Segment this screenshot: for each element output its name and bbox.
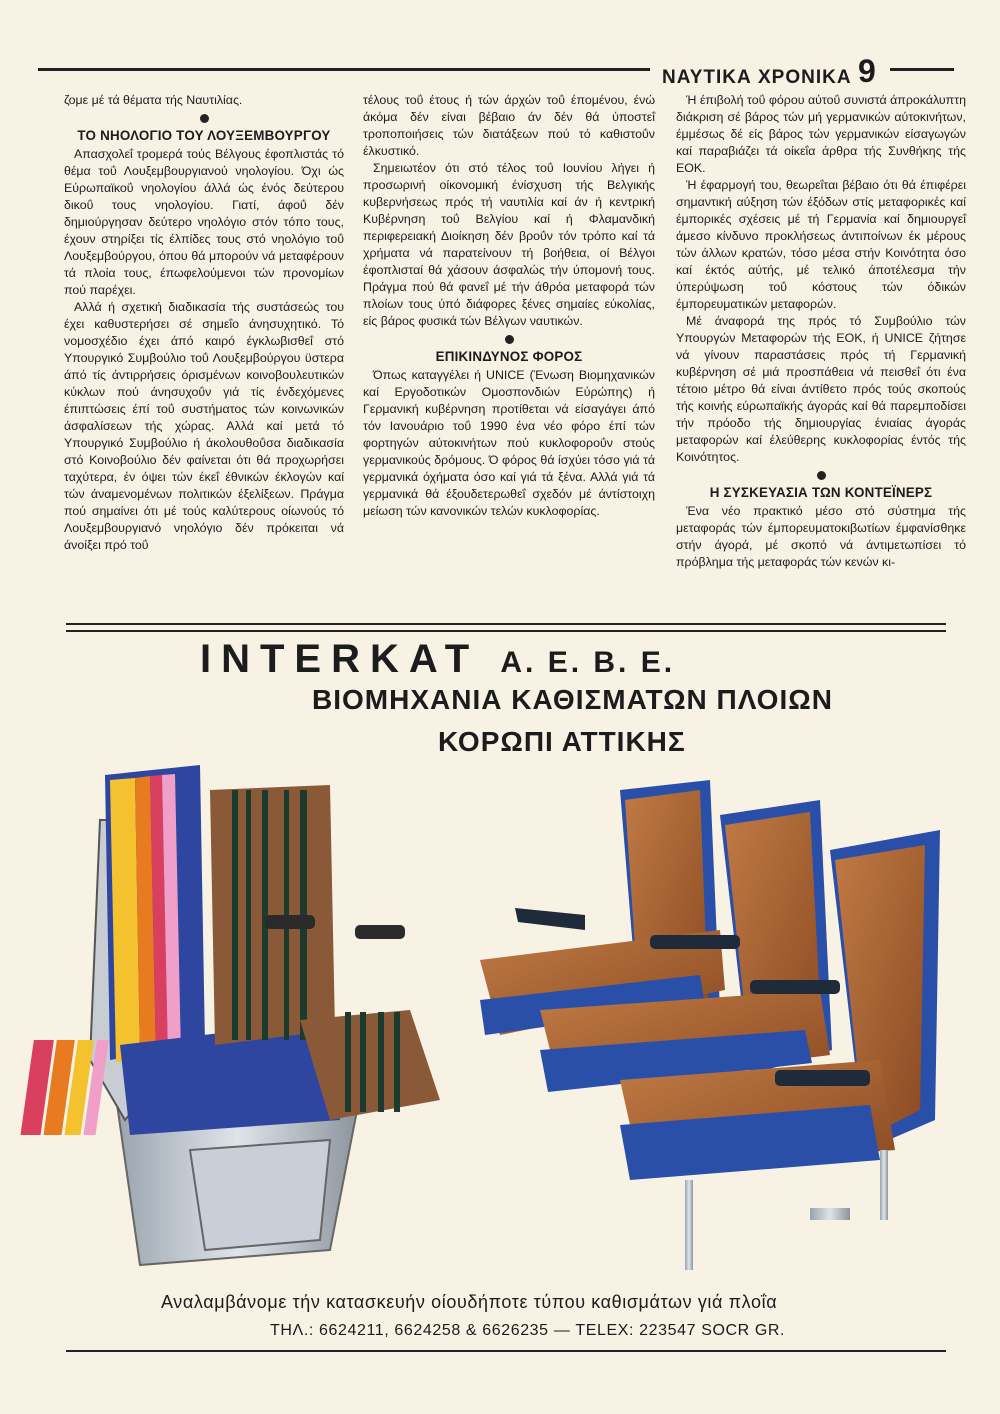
seat-cushion-brown [300, 1010, 440, 1120]
ad-tagline: Αναλαμβάνομε τήν κατασκευήν οίουδήποτε τύπου καθισμάτων γιά πλοΐα [161, 1292, 778, 1312]
bullet-dot [200, 114, 209, 123]
brown-seat-row [480, 780, 940, 1270]
seat-leg [685, 1180, 693, 1270]
armrest [775, 1070, 870, 1086]
column-3 [676, 92, 966, 571]
ad-line-2: ΚΟΡΩΠΙ ΑΤΤΙΚΗΣ [438, 726, 686, 757]
bullet-dot [817, 471, 826, 480]
ad-contact: ΤΗΛ.: 6624211, 6624258 & 6626235 — TELEX: 223547 SOCR GR. [270, 1322, 786, 1339]
col2-paragraph: Όπως καταγγέλει ή UNICE (Ένωση Βιομηχανικών καί Εργοδοτικών Ομοσπονδιών Εύρώπης) ή Γερμανική κυβέρνηση προτίθεται νά είσαγάγει άπό τόν Ιανουάριο τοΰ 1990 ένα νέο φόρο έπί τών φορτηγών αύτοκινήτων πού κυκλοφοροΰν στούς γερμανικούς δρόμους. Ό φόρος θά ίσχύει τόσο γιά τά γερμανικά όχήματα όσο καί γιά τά ξένα. Αλλά γιά τά γερμανικά θά έξουδετερωθεΐ σχεδόν μέ άντίστοιχη μείωση τών κανονικών τελών κυκλοφορίας. [363, 368, 655, 518]
armrest [355, 925, 405, 939]
seat-back-stripes [105, 765, 205, 1062]
ad-rule-bottom [66, 1350, 946, 1352]
ad-brand: INTERKAT [200, 637, 480, 681]
col2-paragraph: Σημειωτέον ότι στό τέλος τοΰ Ιουνίου λήγει ή προσωρινή οίκονομική ένίσχυση τής Βελγικής κυβερνήσεως πρός τή ναυτιλία καί άν ή κεντρική Κυβέρνηση τοΰ Βελγίου καί ή Φλαμανδική περιφερειακή Διοίκηση δέν βροΰν τόν τρόπο καί τά χρήματα νά παρατείνουν τή βοήθεια, οί Βέλγοι έφοπλισταί θά χάσουν άσφαλώς τήν ύπομονή τους. Πράγμα πού θά φανεΐ μέ τήν άθρόα μεταφορά τών πλοίων τους ύπό διάφορες ξένες σημαίες εύκολίας, είς βάρος φυσικά τών Βέλγων ναυτικών. [363, 161, 655, 328]
column-1 [64, 92, 344, 554]
seat-cushion-front [620, 1105, 880, 1180]
col3-paragraph: Μέ άναφορά της πρός τό Συμβούλιο τών Υπουργών Μεταφορών τής ΕΟΚ, ή UNICE ζήτησε νά γίνουν παραστάσεις πρός τή Γερμανική κυβέρνηση σέ μιά προσπάθεια νά πεισθεΐ ότι ένα τέτοιο μέτρο θά είναι άντίθετο πρός τούς σκοπούς τής κοινής εύρωπαϊκής άγοράς καί θά παρεμποδίσει τήν πρόοδο τής δημιουργίας ένιαίας άγοράς μεταφορών καί έλεύθερης κυκλοφορίας έντός τής Κοινότητος. [676, 314, 966, 464]
col1-heading: ΤΟ ΝΗΟΛΟΓΙΟ ΤΟΥ ΛΟΥΞΕΜΒΟΥΡΓΟΥ [77, 128, 331, 143]
ad-rule-top-1 [66, 623, 946, 625]
seat-foot [810, 1208, 850, 1220]
ad-brand-suffix: Α. Ε. Β. Ε. [500, 646, 676, 679]
seat-back-brown [835, 845, 925, 1138]
seat-back-brown [725, 812, 822, 1060]
armrest [750, 980, 840, 994]
col1-paragraph: Απασχολεΐ τρομερά τούς Βέλγους έφοπλιστάς τό θέμα τοΰ Λουξεμβουργιανού νηολογίου. Όχι ώς Εύρωπαϊκοΰ νηολογίου άλλά ώς ένός δεύτερου δικοΰ τους νηολογίου. Γιατί, άφοΰ δέν δημιούργησαν δεύτερο νηολόγιο στόν τόπο τους, έχουν στηρίξει τίς έλπίδες τους στό νηολόγιο τοΰ Λουξεμβούργου, όπου θά μπορούν νά μεταφέρουν τά πλοία τους, έπωφελούμενοι τών προνομίων πού παρέχει. [64, 147, 344, 297]
seat-back-thin-stripes [232, 790, 307, 1040]
col3-paragraph: Ή έπιβολή τοΰ φόρου αύτοΰ συνιστά άπροκάλυπτη διάκριση σέ βάρος τών μή γερμανικών αύτοκινήτων, έμμέσως δέ είς βάρος τών γερμανικών είσαγωγών καί παραβιάζει τά οίκεΐα άρθρα τής Συνθήκης τής ΕΟΚ. [676, 93, 966, 175]
ad-line-1: ΒΙΟΜΗΧΑΝΙΑ ΚΑΘΙΣΜΑΤΩΝ ΠΛΟΙΩΝ [312, 684, 833, 715]
seat-cushion-front [480, 975, 705, 1035]
col1-paragraph: Αλλά ή σχετική διαδικασία τής συστάσεώς του έχει καθυστερήσει σέ σημεΐο άνησυχητικό. Τό νομοσχέδιο έχει άπό καιρό έγκλωβισθεΐ στό Υπουργικό Συμβούλιο τοΰ Λουξεμβούργου ϋστερα άπό τίς άντιρρήσεις όρισμένων κοινοβουλευτικών κύκλων πού άνησυχοΰν γιά τίς ένδεχόμενες έπιπτώσεις έπί τοΰ συστήματος τών κοινωνικών άσφαλίσεων τής χώρας. Αλλά καί μετά τό Υπουργικό Συμβούλιο ή άκολουθοΰσα διαδικασία στό Κοινοβούλιο δέν φαίνεται ότι θά προχωρήσει ταχύτερα, έν όψει τών έκεΐ έθνικών έκλογών καί τών άναμενομένων πολιτικών έξελίξεων. Πράγμα πού σημαίνει ότι μέ τούς καλύτερους οίωνούς τό Λουξεμβουργιανό νηολόγιο δέν πρόκειται νά άνοίξει πρό τοΰ [64, 300, 344, 552]
header-title: ΝΑΥΤΙΚΑ ΧΡΟΝΙΚΑ [662, 67, 852, 88]
seat-cushion-stripes [20, 1020, 340, 1135]
header-rule-left [38, 68, 650, 71]
seat-side-panel [90, 820, 150, 1120]
ad-rule-top-2 [66, 630, 946, 632]
seat-cushion [620, 1060, 895, 1170]
armrest [265, 915, 315, 929]
armrest [515, 908, 585, 930]
seat-cushion-front [540, 1030, 812, 1092]
seat-leg [880, 1150, 888, 1220]
seat-cushion [540, 990, 830, 1090]
bullet-dot [505, 335, 514, 344]
col2-heading: ΕΠΙΚΙΝΔΥΝΟΣ ΦΟΡΟΣ [435, 349, 583, 364]
ad-brand-line [200, 637, 675, 682]
col3-heading: Η ΣΥΣΚΕΥΑΣΙΑ ΤΩΝ ΚΟΝΤΕΪΝΕΡΣ [709, 485, 933, 500]
header-rule-right [890, 68, 954, 71]
col3-paragraph: Ένα νέο πρακτικό μέσο στό σύστημα τής μεταφοράς τών έμπορευματοκιβωτίων έμφανίσθηκε στήν άγορά, μέ σκοπό νά άντιμετωπίσει τό πρόβλημα τής μεταφοράς τών κενών κι- [676, 504, 966, 569]
seat-back-brown [625, 790, 708, 1020]
armrest [650, 935, 740, 949]
col3-paragraph: Ή έφαρμογή του, θεωρεΐται βέβαιο ότι θά έπιφέρει σημαντική αύξηση τών έξόδων στίς μεταφορικές καί έμπορικές σχέσεις μέ τή Γερμανία καί δημιουργεΐ άμεσο κίνδυνο προκλήσεως άντιποίνων έκ μέρους τών άλλων κρατών, τόσο μέσα στήν Κοινότητα όσο καί έκτός αύτής, μέ τελικό άποτέλεσμα τήν ύπερύψωση τοΰ κόστους τών όδικών έμπορευματικών μεταφορών. [676, 178, 966, 311]
seat-back-blue [620, 780, 720, 1035]
seat-cushion-thin-stripes [345, 1012, 400, 1112]
seat-back-blue [720, 800, 832, 1075]
seat-back-brown [210, 785, 335, 1045]
seat-cushion [480, 930, 725, 1035]
page-number: 9 [858, 53, 877, 89]
seat-base-frame [190, 1140, 330, 1250]
col2-paragraph: τέλους τοΰ έτους ή τών άρχών τοΰ έπομένου, ένώ άκόμα δέν είναι βέβαιο άν δέν θά ύποστεΐ τροποποιήσεις τών διατάξεων πού τό καθιστοΰν έλκυστικό. [363, 93, 655, 158]
col1-lead: ζομε μέ τά θέματα τής Ναυτιλίας. [64, 93, 243, 107]
column-2 [363, 92, 655, 520]
striped-seat-pair [20, 765, 440, 1265]
seat-back-blue [830, 830, 940, 1150]
seat-base-frame [115, 1090, 360, 1265]
